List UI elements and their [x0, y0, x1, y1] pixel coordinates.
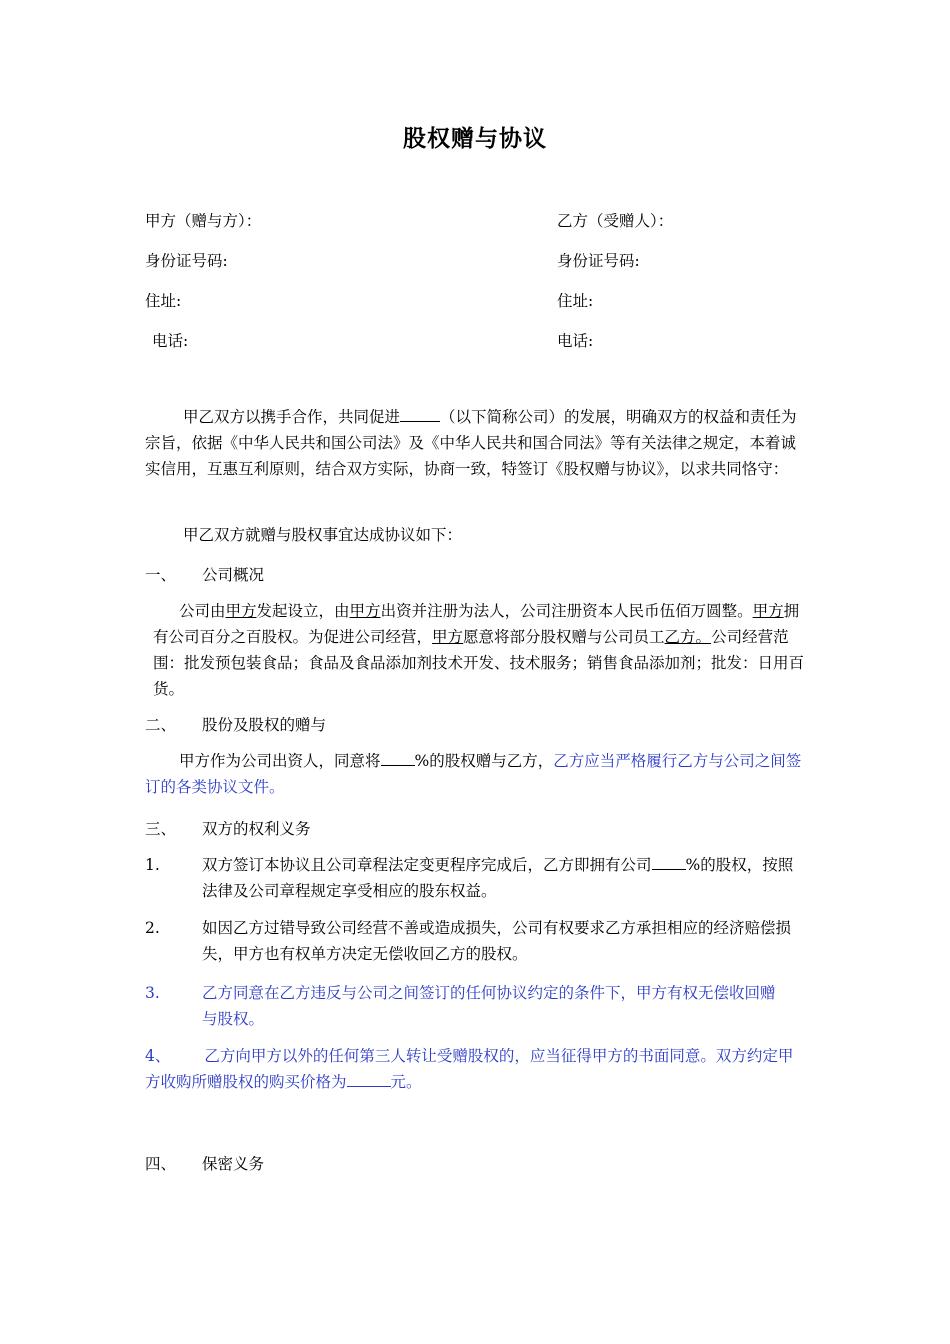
item-2-text: 如因乙方过错导致公司经营不善或造成损失，公司有权要求乙方承担相应的经济赔偿损失，甲方也有权单方决定无偿收回乙方的股权。	[202, 919, 792, 963]
party-a-phone: 电话:	[152, 332, 189, 350]
party-b-label: 乙方（受赠人）：	[557, 212, 674, 230]
section-1-number: 一、	[145, 566, 177, 584]
item-4-text: 4、 乙方向甲方以外的任何第三人转让受赠股权的，应当征得甲方的书面同意。双方约定甲方收购所赠股权的购买价格为 元。	[145, 1047, 794, 1091]
intro-paragraph: 甲乙双方以携手合作，共同促进 （以下简称公司）的发展，明确双方的权益和责任为宗旨，依据《中华人民共和国公司法》及《中华人民共和国合同法》等有关法律之规定，本着诚实信用，互惠互利原则，结合双方实际，协商一致，特签订《股权赠与协议》，以求共同恪守：	[145, 404, 805, 482]
section-4-number: 四、	[145, 1155, 177, 1173]
section-1-body: 公司由甲方发起设立，由甲方出资并注册为法人，公司注册资本人民币伍佰万圆整。甲方拥有公司百分之百股权。为促进公司经营，甲方愿意将部分股权赠与公司员工乙方。公司经营范围：批发预包装食品；食品及食品添加剂技术开发、技术服务；销售食品添加剂；批发：日用百货。	[153, 602, 805, 698]
item-1-percent-blank	[652, 853, 686, 870]
item-3-number: 3.	[145, 984, 160, 1002]
item-4-number: 4、	[145, 1047, 171, 1065]
section-3-title: 双方的权利义务	[202, 820, 311, 838]
party-a-label: 甲方（赠与方）：	[145, 212, 262, 230]
section-2-title: 股份及股权的赠与	[202, 716, 327, 734]
party-b-id: 身份证号码:	[557, 252, 640, 270]
section-4-title: 保密义务	[202, 1155, 265, 1173]
party-a-address: 住址:	[145, 292, 182, 310]
section-1-title: 公司概况	[202, 566, 265, 584]
party-a-id: 身份证号码:	[145, 252, 228, 270]
share-percent-blank	[381, 749, 415, 766]
section-2-body: 甲方作为公司出资人，同意将 %的股权赠与乙方，乙方应当严格履行乙方与公司之间签订的各类协议文件。	[145, 748, 807, 800]
item-1-text: 双方签订本协议且公司章程法定变更程序完成后，乙方即拥有公司 %的股权，按照法律及公司章程规定享受相应的股东权益。	[202, 852, 802, 904]
document-title: 股权赠与协议	[403, 125, 547, 152]
item-2-number: 2.	[145, 919, 160, 937]
item-1-number: 1.	[145, 856, 160, 874]
intro-agreement-line: 甲乙双方就赠与股权事宜达成协议如下：	[183, 526, 463, 544]
party-b-address: 住址:	[557, 292, 594, 310]
party-b-phone: 电话:	[557, 332, 594, 350]
section-2-number: 二、	[145, 716, 177, 734]
company-name-blank	[400, 405, 440, 422]
item-3-text: 乙方同意在乙方违反与公司之间签订的任何协议约定的条件下，甲方有权无偿收回赠与股权。	[202, 984, 776, 1028]
purchase-price-blank	[347, 1070, 391, 1087]
section-3-number: 三、	[145, 820, 177, 838]
